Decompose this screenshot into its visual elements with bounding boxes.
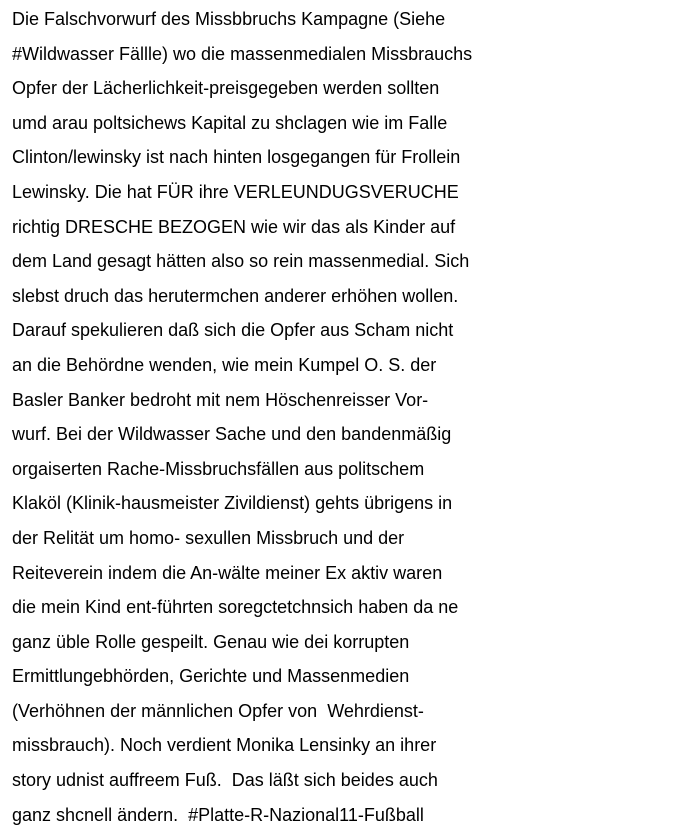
text-line: dem Land gesagt hätten also so rein massenmedial. Sich	[12, 251, 470, 272]
text-line: Clinton/lewinsky ist nach hinten losgegangen für Frollein	[12, 147, 461, 168]
text-line: Reiteverein indem die An-wälte meiner Ex aktiv waren	[12, 562, 443, 583]
text-document	[12, 2, 684, 832]
text-line: #Wildwasser Fällle) wo die massenmedialen Missbrauchs	[12, 43, 473, 64]
text-line: Opfer der Lächerlichkeit-preisgegeben werden sollten	[12, 78, 440, 99]
text-line: orgaiserten Rache-Missbruchsfällen aus politschem	[12, 458, 425, 479]
text-line: Ermittlungebhörden, Gerichte und Massenmedien	[12, 666, 410, 687]
text-line: missbrauch). Noch verdient Monika Lensinky an ihrer	[12, 735, 437, 756]
text-line: Darauf spekulieren daß sich die Opfer aus Scham nicht	[12, 320, 454, 341]
text-line: slebst druch das herutermchen anderer erhöhen wollen.	[12, 285, 459, 306]
text-line: umd arau poltsichews Kapital zu shclagen wie im Falle	[12, 112, 448, 133]
text-line: der Relität um homo- sexullen Missbruch und der	[12, 527, 405, 548]
text-line: die mein Kind ent-führten soregctetchnsich haben da ne	[12, 597, 459, 618]
text-line: Lewinsky. Die hat FÜR ihre VERLEUNDUGSVERUCHE	[12, 181, 459, 202]
text-line: (Verhöhnen der männlichen Opfer von Wehrdienst-	[12, 700, 424, 721]
text-line: Die Falschvorwurf des Missbbruchs Kampagne (Siehe	[12, 9, 446, 29]
text-line: wurf. Bei der Wildwasser Sache und den bandenmäßig	[12, 424, 452, 445]
text-line: story udnist auffreem Fuß. Das läßt sich beides auch	[12, 770, 438, 791]
text-line: ganz üble Rolle gespeilt. Genau wie dei korrupten	[12, 631, 410, 652]
text-line: Klaköl (Klinik-hausmeister Zivildienst) gehts übrigens in	[12, 493, 453, 514]
text-line: an die Behördne wenden, wie mein Kumpel O. S. der	[12, 354, 437, 375]
text-line: richtig DRESCHE BEZOGEN wie wir das als Kinder auf	[12, 216, 456, 237]
text-line: Basler Banker bedroht mit nem Höschenreisser Vor-	[12, 389, 429, 410]
text-line: ganz shcnell ändern. #Platte-R-Nazional11-Fußball	[12, 804, 424, 825]
